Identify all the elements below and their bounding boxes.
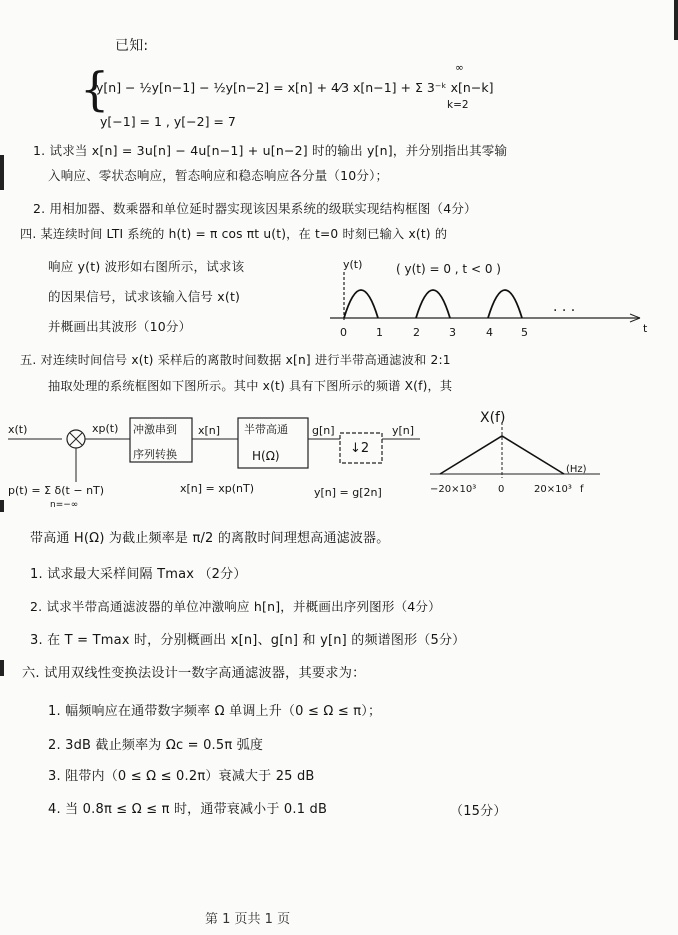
graph-tick-5: 5	[521, 326, 528, 339]
page-footer: 第 1 页共 1 页	[205, 912, 291, 927]
diagram-downsample: ↓2	[350, 441, 370, 456]
initial-conditions: y[−1] = 1 , y[−2] = 7	[100, 114, 236, 129]
problem6-req2: 2. 3dB 截止频率为 Ωc = 0.5π 弧度	[48, 738, 264, 753]
spectrum-freq-right: 20×10³	[534, 484, 572, 495]
problem5-q1: 1. 试求最大采样间隔 Tmax （2分）	[30, 567, 247, 582]
diagram-xp: xp(t)	[92, 422, 119, 435]
problem3-q1-line2: 入响应、零状态响应，暂态响应和稳态响应各分量（10分）；	[48, 168, 389, 183]
problem3-q1-line1: 1. 试求当 x[n] = 3u[n] − 4u[n−1] + u[n−2] 时的输出 y[n]，并分别指出其零输	[33, 143, 508, 158]
graph-continuation-dots: · · ·	[553, 303, 576, 319]
graph-tick-2: 2	[413, 326, 420, 339]
graph-tick-3: 3	[449, 326, 456, 339]
diagram-xn-eq: x[n] = xp(nT)	[180, 482, 255, 495]
problem4-line3: 的因果信号，试求该输入信号 x(t)	[48, 289, 241, 304]
problem4-line4: 并概画出其波形（10分）	[48, 319, 192, 334]
problem5-line1: 五. 对连续时间信号 x(t) 采样后的离散时间数据 x[n] 进行半带高通滤波和 2:1	[20, 353, 451, 367]
problem4-line2: 响应 y(t) 波形如右图所示，试求该	[48, 259, 245, 274]
sum-lower-limit: k=2	[447, 99, 469, 111]
spectrum-label: X(f)	[480, 410, 506, 426]
problem5-line3: 带高通 H(Ω) 为截止频率是 π/2 的离散时间理想高通滤波器。	[30, 531, 390, 546]
diagram-box1-line2: 序列转换	[133, 448, 177, 461]
spectrum-freq-left: −20×10³	[430, 484, 477, 495]
problem5-q2: 2. 试求半带高通滤波器的单位冲激响应 h[n]，并概画出序列图形（4分）	[30, 599, 441, 614]
problem6-req4: 4. 当 0.8π ≤ Ω ≤ π 时，通带衰减小于 0.1 dB	[48, 802, 328, 817]
diagram-gn: g[n]	[312, 424, 335, 437]
problem3-q2: 2. 用相加器、数乘器和单位延时器实现该因果系统的级联实现结构框图（4分）	[33, 201, 477, 216]
diagram-pt-range: n=−∞	[50, 500, 79, 510]
equation-brace: {	[80, 62, 110, 116]
problem6-score: （15分）	[450, 804, 507, 819]
diagram-input-x: x(t)	[8, 423, 28, 436]
graph-note: ( y(t) = 0 , t < 0 )	[396, 262, 501, 276]
diagram-box1-line1: 冲激串到	[133, 423, 177, 436]
problem5-q3: 3. 在 T = Tmax 时，分别概画出 x[n]、g[n] 和 y[n] 的频谱图形（5分）	[30, 633, 466, 648]
graph-tick-1: 1	[376, 326, 383, 339]
diagram-box2-hw: H(Ω)	[252, 449, 280, 463]
diagram-xn: x[n]	[198, 424, 221, 437]
spectrum-freq-unit: (Hz)	[566, 464, 587, 475]
diagram-yn-eq: y[n] = g[2n]	[314, 486, 382, 499]
diagram-box2-label: 半带高通	[244, 423, 288, 436]
graph-tick-0: 0	[340, 326, 347, 339]
diagram-yn: y[n]	[392, 424, 415, 437]
problem4-line1: 四. 某连续时间 LTI 系统的 h(t) = π cos πt u(t)，在 t=0 时刻已输入 x(t) 的	[20, 227, 448, 241]
graph-ylabel: y(t)	[343, 258, 363, 271]
diagram-pt: p(t) = Σ δ(t − nT)	[8, 484, 105, 497]
problem6-req1: 1. 幅频响应在通带数字频率 Ω 单调上升（0 ≤ Ω ≤ π）；	[48, 704, 382, 719]
problem6-line1: 六. 试用双线性变换法设计一数字高通滤波器，其要求为：	[22, 666, 366, 681]
problem5-line2: 抽取处理的系统框图如下图所示。其中 x(t) 具有下图所示的频谱 X(f)，其	[48, 379, 453, 393]
spectrum-freq-mid: 0	[498, 484, 505, 495]
problem3-heading: 已知:	[115, 38, 149, 54]
graph-axis-t: t	[643, 322, 648, 335]
graph-tick-4: 4	[486, 326, 493, 339]
difference-equation: y[n] − ½y[n−1] − ½y[n−2] = x[n] + 4⁄3 x[n−1] + Σ 3⁻ᵏ x[n−k]	[96, 80, 494, 95]
sum-upper-limit: ∞	[455, 62, 464, 74]
problem6-req3: 3. 阻带内（0 ≤ Ω ≤ 0.2π）衰减大于 25 dB	[48, 769, 315, 784]
spectrum-freq-axis: f	[580, 484, 584, 495]
